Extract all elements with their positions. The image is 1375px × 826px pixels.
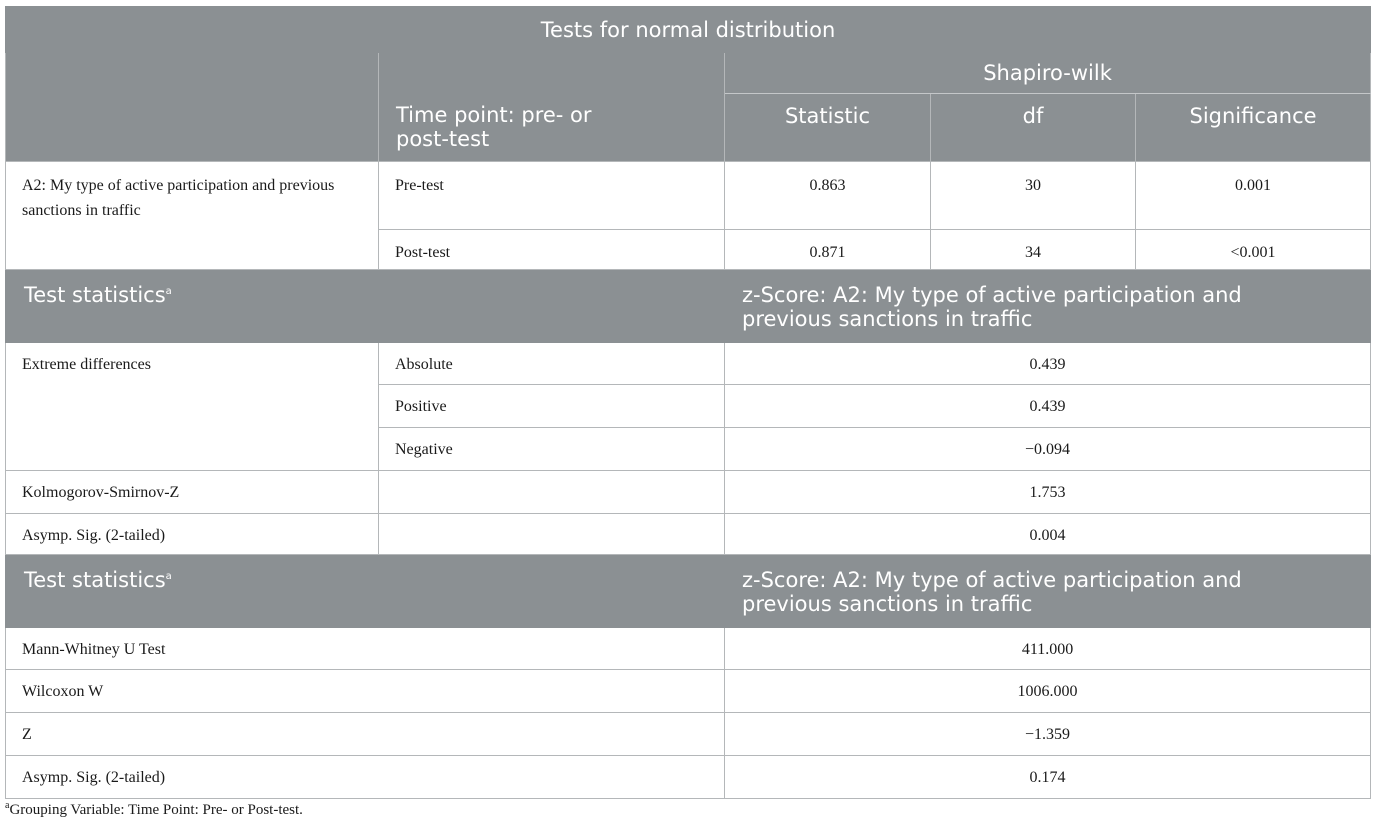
table-row bbox=[6, 514, 1371, 555]
extreme-row-label: Positive bbox=[379, 385, 725, 428]
significance-cell: <0.001 bbox=[1136, 230, 1371, 270]
time-point-cell: Post-test bbox=[379, 230, 725, 270]
table-title: Tests for normal distribution bbox=[6, 7, 1371, 53]
mw-row-label: Asymp. Sig. (2-tailed) bbox=[6, 756, 725, 799]
header-time-point bbox=[379, 53, 725, 162]
normality-header-row bbox=[6, 53, 1371, 94]
statistic-cell: 0.871 bbox=[725, 230, 931, 270]
header-df: df bbox=[931, 94, 1136, 162]
mw-header-right: z-Score: A2: My type of active participation and previous sanctions in traffic bbox=[725, 555, 1371, 628]
header-significance: Significance bbox=[1136, 94, 1371, 162]
mw-row-label: Mann-Whitney U Test bbox=[6, 628, 725, 670]
extreme-row-value: 0.439 bbox=[725, 385, 1371, 428]
extreme-row-value: 0.439 bbox=[725, 343, 1371, 385]
ks-header-sup: a bbox=[165, 286, 172, 297]
significance-cell: 0.001 bbox=[1136, 162, 1371, 230]
normality-row-label: A2: My type of active participation and previous sanctions in traffic bbox=[6, 162, 379, 270]
table-title-row bbox=[6, 7, 1371, 53]
empty-cell bbox=[379, 471, 725, 514]
extreme-row-label: Absolute bbox=[379, 343, 725, 385]
ks-row-label: Kolmogorov-Smirnov-Z bbox=[6, 471, 379, 514]
ks-header-row bbox=[6, 270, 1371, 343]
table-row bbox=[6, 343, 1371, 385]
table-row bbox=[6, 670, 1371, 713]
footnote-sup: a bbox=[5, 800, 10, 811]
empty-cell bbox=[379, 514, 725, 555]
table-row bbox=[6, 471, 1371, 514]
table-row bbox=[6, 756, 1371, 799]
ks-row-value: 1.753 bbox=[725, 471, 1371, 514]
table-row bbox=[6, 628, 1371, 670]
extreme-differences-label: Extreme differences bbox=[6, 343, 379, 471]
table-footnote bbox=[5, 800, 303, 820]
ks-row-label: Asymp. Sig. (2-tailed) bbox=[6, 514, 379, 555]
header-shapiro-wilk: Shapiro-wilk bbox=[725, 53, 1371, 94]
header-empty-cell bbox=[6, 53, 379, 162]
mw-row-label: Wilcoxon W bbox=[6, 670, 725, 713]
ks-row-value: 0.004 bbox=[725, 514, 1371, 555]
header-time-point-label: Time point: pre- or post-test bbox=[396, 103, 592, 151]
table-row bbox=[6, 162, 1371, 230]
table-row bbox=[6, 713, 1371, 756]
ks-header-left bbox=[6, 270, 725, 343]
time-point-cell: Pre-test bbox=[379, 162, 725, 230]
ks-header-right: z-Score: A2: My type of active participation and previous sanctions in traffic bbox=[725, 270, 1371, 343]
footnote-text: Grouping Variable: Time Point: Pre- or Post-test. bbox=[9, 802, 303, 818]
mw-header-row bbox=[6, 555, 1371, 628]
mw-row-value: 411.000 bbox=[725, 628, 1371, 670]
extreme-row-value: −0.094 bbox=[725, 428, 1371, 471]
mw-header-label: Test statistics bbox=[24, 568, 166, 592]
df-cell: 30 bbox=[931, 162, 1136, 230]
mw-header-left bbox=[6, 555, 725, 628]
mw-row-value: −1.359 bbox=[725, 713, 1371, 756]
statistics-table bbox=[5, 6, 1371, 799]
mw-header-sup: a bbox=[165, 571, 172, 582]
mw-row-value: 1006.000 bbox=[725, 670, 1371, 713]
mw-row-label: Z bbox=[6, 713, 725, 756]
header-statistic: Statistic bbox=[725, 94, 931, 162]
extreme-row-label: Negative bbox=[379, 428, 725, 471]
df-cell: 34 bbox=[931, 230, 1136, 270]
mw-row-value: 0.174 bbox=[725, 756, 1371, 799]
ks-header-label: Test statistics bbox=[24, 283, 166, 307]
statistic-cell: 0.863 bbox=[725, 162, 931, 230]
